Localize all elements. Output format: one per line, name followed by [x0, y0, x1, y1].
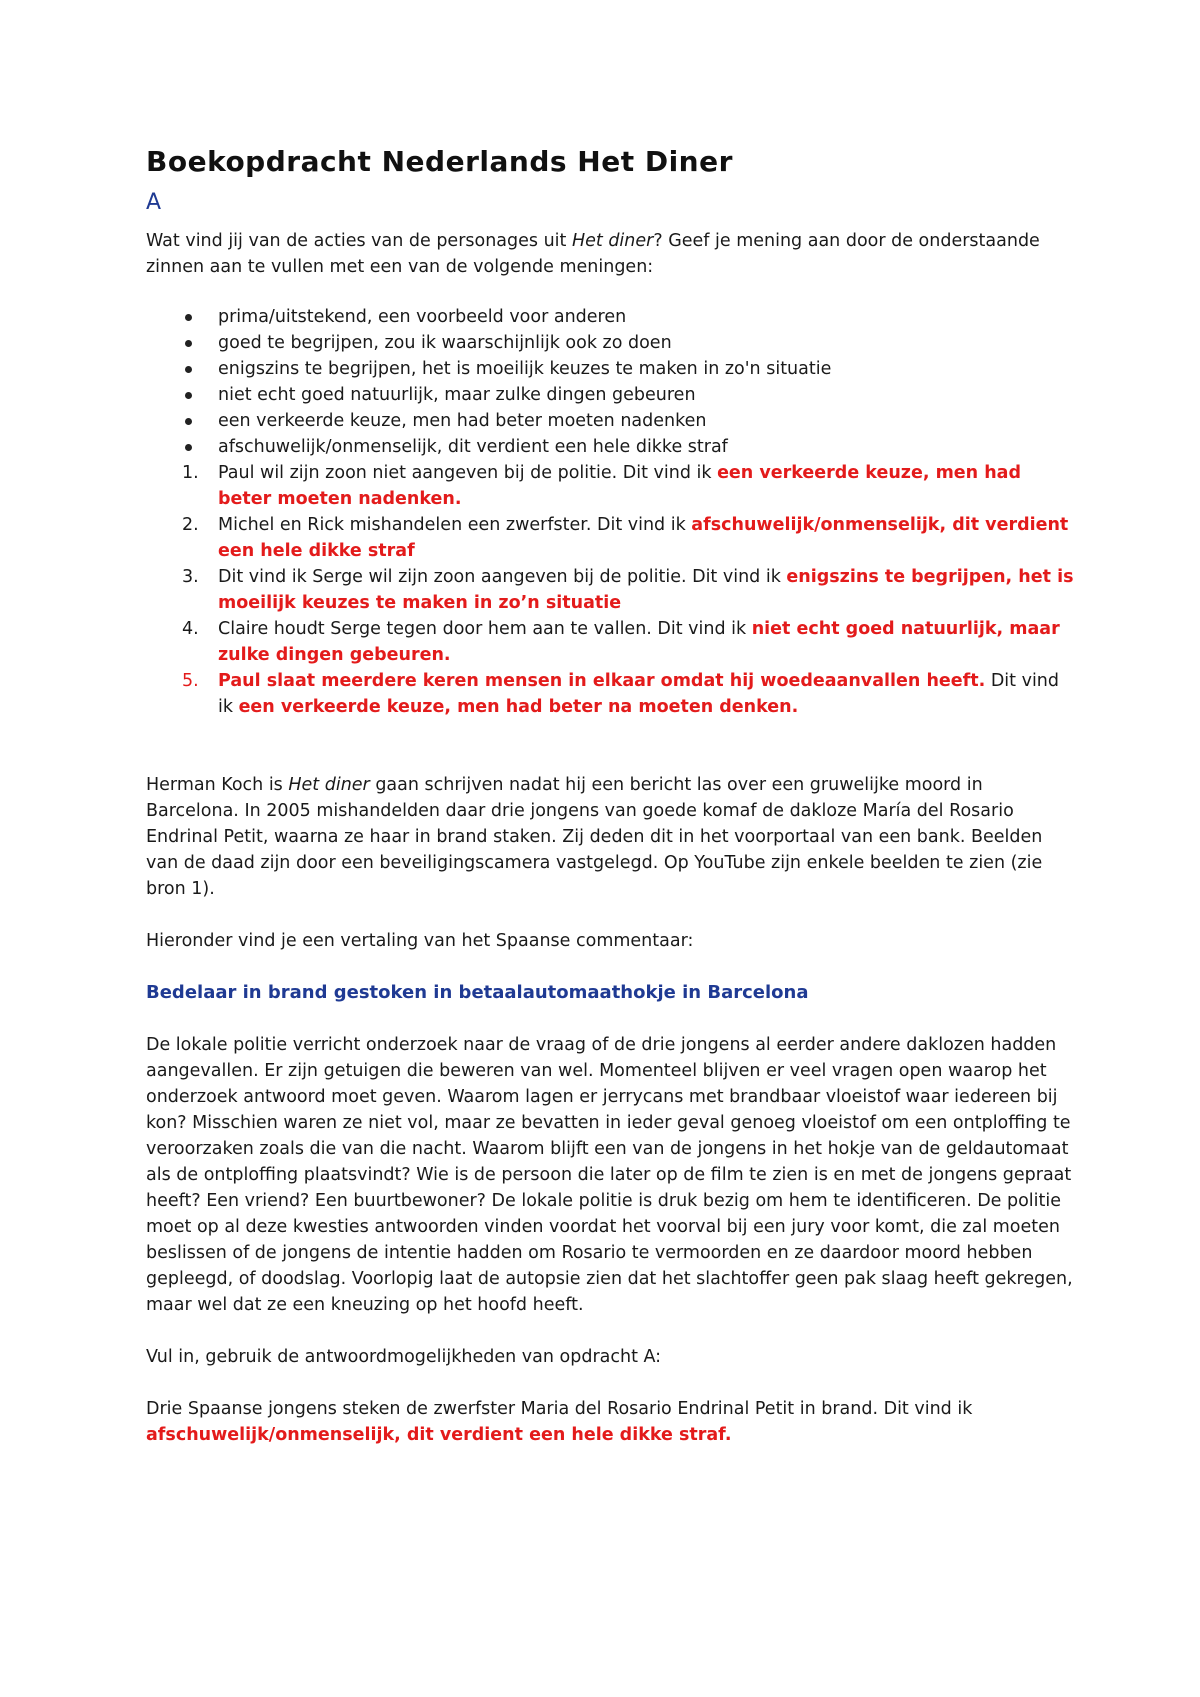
statement-list — [146, 460, 1076, 720]
article-heading: Bedelaar in brand gestoken in betaalautomaathokje in Barcelona — [146, 982, 809, 1003]
statement-lead: Paul slaat meerdere keren mensen in elkaar omdat hij woedeaanvallen heeft. — [218, 671, 986, 691]
statement-answer: een verkeerde keuze, men had beter na moeten denken. — [238, 697, 799, 717]
statement-item — [146, 616, 1076, 668]
opinion-list — [146, 304, 1076, 460]
opinion-text: niet echt goed natuurlijk, maar zulke dingen gebeuren — [218, 385, 696, 405]
opinion-text: prima/uitstekend, een voorbeeld voor anderen — [218, 307, 627, 327]
statement-number: 5. — [182, 671, 199, 691]
statement-number: 4. — [182, 619, 199, 639]
statement-text: Claire houdt Serge tegen door hem aan te vallen. Dit vind ik — [218, 619, 752, 639]
statement-item — [146, 512, 1076, 564]
opinion-item — [146, 408, 1076, 434]
final-statement-answer: afschuwelijk/onmenselijk, dit verdient een hele dikke straf. — [146, 1425, 732, 1445]
intro-text-after: ? Geef je mening aan door de onderstaande zinnen aan te vullen met een van de volgende meningen: — [146, 231, 1040, 277]
spacer — [146, 902, 1076, 928]
section-a-label: A — [146, 190, 162, 215]
article-body: De lokale politie verricht onderzoek naar de vraag of de drie jongens al eerder andere daklozen hadden aangevallen. Er zijn getuigen die beweren van wel. Momenteel blijven er veel vragen open waarop het onderzoek antwoord moet geven. Waarom lagen er jerrycans met brandbaar vloeistof waar iedereen bij kon? Misschien waren ze niet vol, maar ze bevatten in ieder geval genoeg vloeistof om een ontploffing te veroorzaken zoals die van die nacht. Waarom blijft een van de jongens in het hokje van de geldautomaat als de ontploffing plaatsvindt? Wie is de persoon die later op de film te zien is en met de jongens gepraat heeft? Een vriend? Een buurtbewoner? De lokale politie is druk bezig om hem te identificeren. De politie moet op al deze kwesties antwoorden vinden voordat het voorval bij een jury voor komt, die zal moeten beslissen of de jongens de intentie hadden om Rosario te vermoorden en ze daardoor moord hebben gepleegd, of doodslag. Voorlopig laat de autopsie zien dat het slachtoffer geen pak slaag heeft gekregen, maar wel dat ze een kneuzing op het hoofd heeft. — [146, 1035, 1073, 1315]
spacer — [146, 1370, 1076, 1396]
statement-answer: niet echt goed natuurlijk, maar zulke dingen gebeuren. — [218, 619, 1060, 665]
spacer — [146, 1318, 1076, 1344]
statement-answer: een verkeerde keuze, men had beter moeten nadenken. — [218, 463, 1022, 509]
statement-number: 3. — [182, 567, 199, 587]
bullet-icon — [185, 366, 192, 373]
fill-in-prompt: Vul in, gebruik de antwoordmogelijkheden van opdracht A: — [146, 1347, 662, 1367]
opinion-item — [146, 304, 1076, 330]
statement-item — [146, 564, 1076, 616]
spacer — [146, 954, 1076, 980]
bullet-icon — [185, 392, 192, 399]
koch-paragraph — [146, 772, 1076, 902]
koch-text-before: Herman Koch is — [146, 775, 289, 795]
spacer — [146, 1006, 1076, 1032]
opinion-item — [146, 330, 1076, 356]
statement-answer: enigszins te begrijpen, het is moeilijk keuzes te maken in zo’n situatie — [218, 567, 1074, 613]
koch-book-title: Het diner — [288, 775, 370, 795]
translation-intro: Hieronder vind je een vertaling van het Spaanse commentaar: — [146, 931, 694, 951]
opinion-text: enigszins te begrijpen, het is moeilijk keuzes te maken in zo'n situatie — [218, 359, 832, 379]
opinion-item — [146, 382, 1076, 408]
opinion-text: een verkeerde keuze, men had beter moeten nadenken — [218, 411, 707, 431]
opinion-item — [146, 356, 1076, 382]
opinion-text: afschuwelijk/onmenselijk, dit verdient een hele dikke straf — [218, 437, 728, 457]
statement-text: Dit vind ik Serge wil zijn zoon aangeven bij de politie. Dit vind ik — [218, 567, 787, 587]
statement-number: 2. — [182, 515, 199, 535]
statement-text: Michel en Rick mishandelen een zwerfster. Dit vind ik — [218, 515, 692, 535]
bullet-icon — [185, 314, 192, 321]
koch-text-after: gaan schrijven nadat hij een bericht las over een gruwelijke moord in Barcelona. In 2005 mishandelden daar drie jongens van goede komaf de dakloze María del Rosario Endrinal Petit, waarna ze haar in brand staken. Zij deden dit in het voorportaal van een bank. Beelden van de daad zijn door een beveiligingscamera vastgelegd. Op YouTube zijn enkele beelden te zien (zie bron 1). — [146, 775, 1043, 899]
bullet-icon — [185, 444, 192, 451]
document-content — [146, 140, 1076, 1448]
intro-book-title: Het diner — [571, 231, 654, 251]
statement-number: 1. — [182, 463, 199, 483]
statement-item — [146, 668, 1076, 720]
statement-text: Paul wil zijn zoon niet aangeven bij de politie. Dit vind ik — [218, 463, 718, 483]
bullet-icon — [185, 418, 192, 425]
statement-text: Dit vind ik — [218, 671, 1060, 717]
intro-text-before: Wat vind jij van de acties van de personages uit — [146, 231, 572, 251]
statement-answer: afschuwelijk/onmenselijk, dit verdient een hele dikke straf — [218, 515, 1069, 561]
statement-item — [146, 460, 1076, 512]
opinion-item — [146, 434, 1076, 460]
final-statement — [146, 1396, 1076, 1448]
intro-paragraph — [146, 228, 1076, 280]
opinion-text: goed te begrijpen, zou ik waarschijnlijk ook zo doen — [218, 333, 672, 353]
spacer — [146, 720, 1076, 772]
document-title: Boekopdracht Nederlands Het Diner — [146, 145, 733, 178]
bullet-icon — [185, 340, 192, 347]
final-statement-text: Drie Spaanse jongens steken de zwerfster Maria del Rosario Endrinal Petit in brand. Dit vind ik — [146, 1399, 973, 1419]
